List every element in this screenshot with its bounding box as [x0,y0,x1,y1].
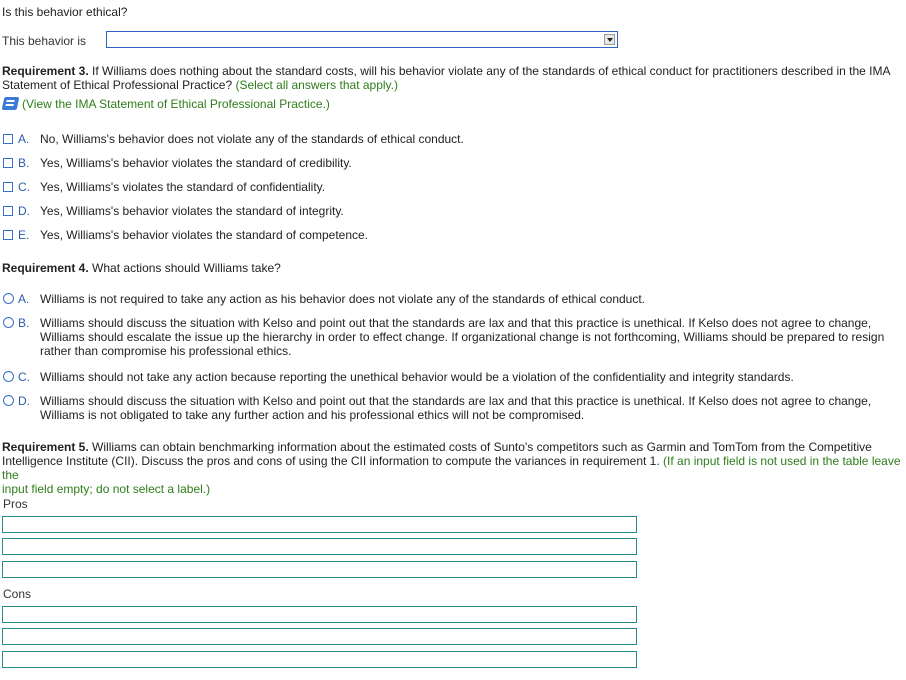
dropdown-arrow-icon[interactable] [604,34,615,45]
option-line: Williams is not obligated to take any further action and his professional ethics will not be compromised. [40,408,585,422]
requirement-4-title: Requirement 4. [2,261,89,275]
requirement-5-text-2: Intelligence Institute (CII). Discuss the pros and cons of using the CII information to compute the variances in requirement 1. [2,454,660,468]
requirement-5-text [2,440,904,496]
checkbox-b[interactable] [3,158,13,168]
requirement-3-title: Requirement 3. [2,64,89,78]
option-letter: B. [18,156,30,170]
pros-input-3[interactable] [2,561,637,578]
ima-statement-link[interactable]: (View the IMA Statement of Ethical Professional Practice.) [22,97,330,111]
option-line: Williams is not required to take any action as his behavior does not violate any of the standards of ethical conduct. [40,292,646,306]
requirement-3-question-2: Statement of Ethical Professional Practice? [2,78,233,92]
behavior-select[interactable] [106,31,618,48]
pros-input-1[interactable] [2,516,637,533]
option-line: Williams should not take any action because reporting the unethical behavior would be a violation of the confidentiality and integrity standards. [40,370,794,384]
behavior-label: This behavior is [2,34,87,48]
radio-d[interactable] [3,395,14,406]
checkbox-e[interactable] [3,230,13,240]
radio-c[interactable] [3,371,14,382]
req3-option-b[interactable]: Yes, Williams's behavior violates the standard of credibility. [40,156,352,170]
cons-label: Cons [3,587,32,601]
option-letter: A. [18,132,30,146]
pros-input-2[interactable] [2,538,637,555]
req4-option-c[interactable] [40,370,794,384]
option-letter: E. [18,228,30,242]
requirement-5-title: Requirement 5. [2,440,89,454]
req3-option-d[interactable]: Yes, Williams's behavior violates the standard of integrity. [40,204,344,218]
req3-option-a[interactable]: No, Williams's behavior does not violate any of the standards of ethical conduct. [40,132,464,146]
cons-input-2[interactable] [2,628,637,645]
option-letter: C. [18,180,30,194]
checkbox-c[interactable] [3,182,13,192]
option-line: Williams should discuss the situation with Kelso and point out that the standards are lax and that this practice is unethical. If Kelso does not agree to change, [40,394,872,408]
option-letter: D. [18,394,30,408]
checkbox-a[interactable] [3,134,13,144]
option-letter: D. [18,204,30,218]
option-letter: A. [18,292,30,306]
req3-option-e[interactable]: Yes, Williams's behavior violates the standard of competence. [40,228,369,242]
option-letter: C. [18,370,30,384]
pros-label: Pros [3,497,28,511]
checkbox-d[interactable] [3,206,13,216]
requirement-4-text [2,261,281,275]
requirement-5-instruction-1: (If an input field is not used in the table leave the [2,454,901,482]
req4-option-d[interactable] [40,394,871,422]
requirement-4-question: What actions should Williams take? [92,261,281,275]
requirement-3-question-1: If Williams does nothing about the standard costs, will his behavior violate any of the standards of ethical conduct for practitioners described in the IMA [92,64,891,78]
option-letter: B. [18,316,30,330]
cons-input-1[interactable] [2,606,637,623]
question-ethical: Is this behavior ethical? [2,5,128,19]
requirement-5-instruction-2: input field empty; do not select a label.) [2,482,211,496]
book-icon[interactable] [2,97,20,110]
cons-input-3[interactable] [2,651,637,668]
option-line: Williams should escalate the issue up the hierarchy in order to effect change. If organizational change is not forthcoming, Williams should be prepared to resign [40,330,885,344]
option-line: rather than compromise his professional ethics. [40,344,292,358]
req3-option-c[interactable]: Yes, Williams's violates the standard of confidentiality. [40,180,326,194]
radio-b[interactable] [3,317,14,328]
requirement-5-text-1: Williams can obtain benchmarking information about the estimated costs of Sunto's competitors such as Garmin and TomTom from the Competitive [92,440,872,454]
requirement-3-text [2,64,902,92]
req4-option-a[interactable] [40,292,645,306]
requirement-3-instruction: (Select all answers that apply.) [235,78,398,92]
radio-a[interactable] [3,293,14,304]
option-line: Williams should discuss the situation with Kelso and point out that the standards are lax and that this practice is unethical. If Kelso does not agree to change, [40,316,872,330]
req4-option-b[interactable] [40,316,884,358]
